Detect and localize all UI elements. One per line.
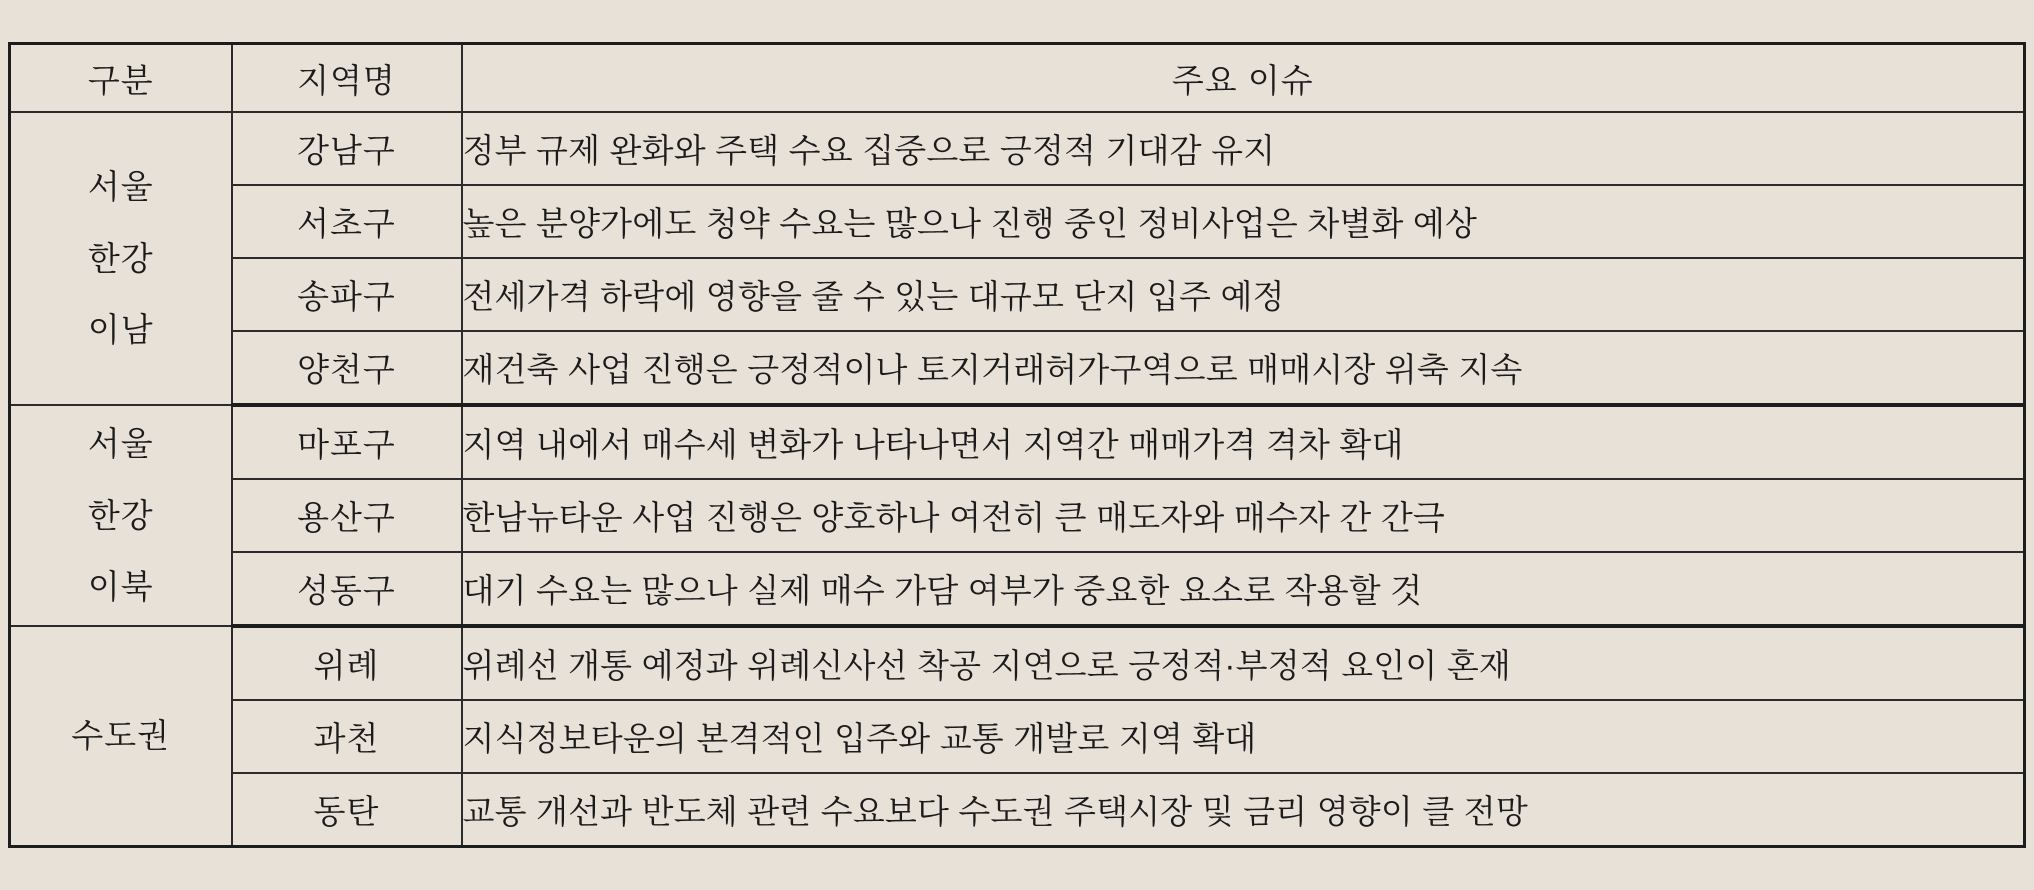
region-cell: 성동구 xyxy=(232,552,462,626)
region-cell: 강남구 xyxy=(232,112,462,185)
region-cell: 과천 xyxy=(232,700,462,773)
table-row xyxy=(10,626,2025,700)
table-row xyxy=(10,700,2025,773)
table-row xyxy=(10,405,2025,479)
column-header-region: 지역명 xyxy=(232,44,462,113)
issue-cell: 위례선 개통 예정과 위례신사선 착공 지연으로 긍정적·부정적 요인이 혼재 xyxy=(462,626,2025,700)
group-label-line: 수도권 xyxy=(71,717,171,755)
table-header-row xyxy=(10,44,2025,113)
issue-cell: 높은 분양가에도 청약 수요는 많으나 진행 중인 정비사업은 차별화 예상 xyxy=(462,185,2025,258)
table-row xyxy=(10,773,2025,847)
group-label-line: 이북 xyxy=(87,568,154,606)
group-label-line: 서울 xyxy=(87,424,154,462)
issue-cell: 지식정보타운의 본격적인 입주와 교통 개발로 지역 확대 xyxy=(462,700,2025,773)
table-row xyxy=(10,185,2025,258)
issue-cell: 대기 수요는 많으나 실제 매수 가담 여부가 중요한 요소로 작용할 것 xyxy=(462,552,2025,626)
region-cell: 양천구 xyxy=(232,331,462,405)
region-cell: 동탄 xyxy=(232,773,462,847)
region-cell: 용산구 xyxy=(232,479,462,552)
group-cell-seoul-south xyxy=(10,112,232,405)
region-cell: 위례 xyxy=(232,626,462,700)
issue-cell: 정부 규제 완화와 주택 수요 집중으로 긍정적 기대감 유지 xyxy=(462,112,2025,185)
group-cell-seoul-north xyxy=(10,405,232,626)
table-row xyxy=(10,331,2025,405)
issue-cell: 재건축 사업 진행은 긍정적이나 토지거래허가구역으로 매매시장 위축 지속 xyxy=(462,331,2025,405)
group-label-line: 한강 xyxy=(87,239,154,277)
issue-cell: 전세가격 하락에 영향을 줄 수 있는 대규모 단지 입주 예정 xyxy=(462,258,2025,331)
issue-cell: 지역 내에서 매수세 변화가 나타나면서 지역간 매매가격 격차 확대 xyxy=(462,405,2025,479)
column-header-group: 구분 xyxy=(10,44,232,113)
region-cell: 송파구 xyxy=(232,258,462,331)
table-row xyxy=(10,258,2025,331)
table-row xyxy=(10,112,2025,185)
group-label-line: 한강 xyxy=(87,496,154,534)
column-header-issue: 주요 이슈 xyxy=(462,44,2025,113)
group-label-line: 서울 xyxy=(87,167,154,205)
group-cell-metro xyxy=(10,626,232,847)
region-cell: 서초구 xyxy=(232,185,462,258)
issue-cell: 한남뉴타운 사업 진행은 양호하나 여전히 큰 매도자와 매수자 간 간극 xyxy=(462,479,2025,552)
table-row xyxy=(10,552,2025,626)
region-cell: 마포구 xyxy=(232,405,462,479)
regional-issue-table xyxy=(8,42,2026,848)
issue-cell: 교통 개선과 반도체 관련 수요보다 수도권 주택시장 및 금리 영향이 클 전망 xyxy=(462,773,2025,847)
table-body xyxy=(10,112,2025,847)
table-row xyxy=(10,479,2025,552)
group-label-line: 이남 xyxy=(87,311,154,349)
